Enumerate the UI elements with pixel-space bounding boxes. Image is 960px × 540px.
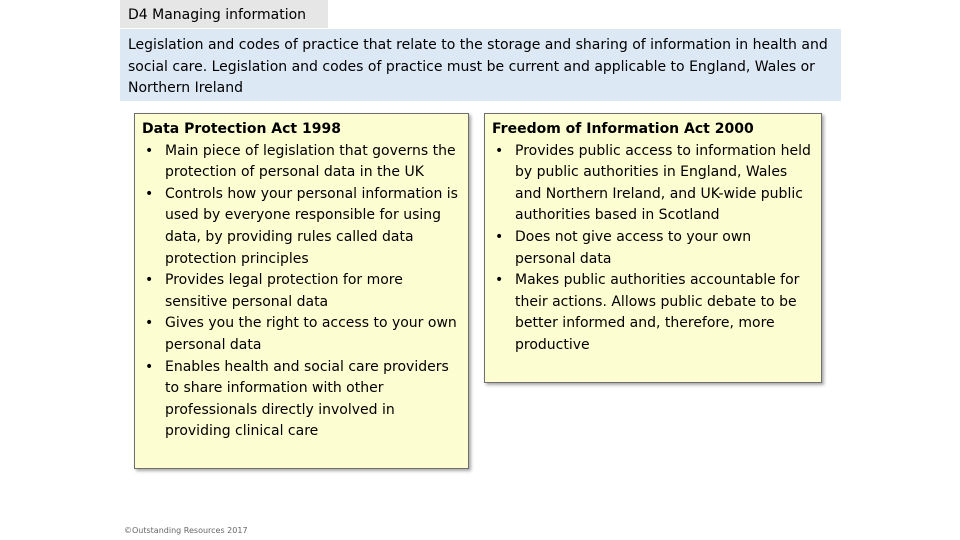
data-protection-act-title: Data Protection Act 1998: [142, 121, 341, 137]
list-item-text: Gives you the right to access to your own personal data: [165, 315, 457, 353]
freedom-of-information-act-list: [492, 141, 815, 357]
data-protection-act-list: [142, 141, 462, 443]
list-item: [142, 141, 462, 184]
data-protection-act-box: [134, 113, 469, 469]
list-item-text: Provides legal protection for more sensitive personal data: [165, 272, 403, 310]
list-item: [142, 270, 462, 313]
intro-panel: [120, 29, 841, 101]
bullet-icon: •: [145, 272, 154, 289]
bullet-icon: •: [145, 358, 154, 375]
list-item-text: Does not give access to your own personal data: [515, 228, 752, 267]
list-item: [142, 184, 462, 270]
slide-title: D4 Managing information: [128, 7, 307, 23]
bullet-icon: •: [145, 315, 154, 332]
list-item: [492, 270, 815, 356]
slide-title-tab: [120, 0, 328, 28]
intro-text: Legislation and codes of practice that relate to the storage and sharing of information in health and social care. Legislation and codes of practice must be current and applicable to England, Wales or Northern Ireland: [128, 37, 828, 96]
copyright-footer: [124, 526, 248, 536]
copyright-text: ©Outstanding Resources 2017: [124, 526, 248, 535]
list-item-text: Makes public authorities accountable for their actions. Allows public debate to be better informed and, therefore, more productive: [515, 272, 800, 353]
bullet-icon: •: [495, 142, 504, 159]
list-item-text: Provides public access to information held by public authorities in England, Wales and Northern Ireland, and UK-wide public authorities based in Scotland: [515, 142, 811, 224]
list-item: [142, 313, 462, 356]
freedom-of-information-act-title: Freedom of Information Act 2000: [492, 121, 754, 137]
bullet-icon: •: [145, 142, 154, 159]
freedom-of-information-act-box: [484, 113, 822, 383]
bullet-icon: •: [495, 228, 504, 245]
list-item-text: Enables health and social care providers to share information with other professionals directly involved in providing clinical care: [165, 358, 449, 440]
list-item-text: Controls how your personal information is used by everyone responsible for using data, by providing rules called data protection principles: [165, 185, 458, 267]
bullet-icon: •: [495, 272, 504, 289]
list-item: [492, 227, 815, 270]
list-item: [492, 141, 815, 227]
bullet-icon: •: [145, 185, 154, 202]
list-item-text: Main piece of legislation that governs the protection of personal data in the UK: [165, 142, 456, 181]
list-item: [142, 357, 462, 443]
